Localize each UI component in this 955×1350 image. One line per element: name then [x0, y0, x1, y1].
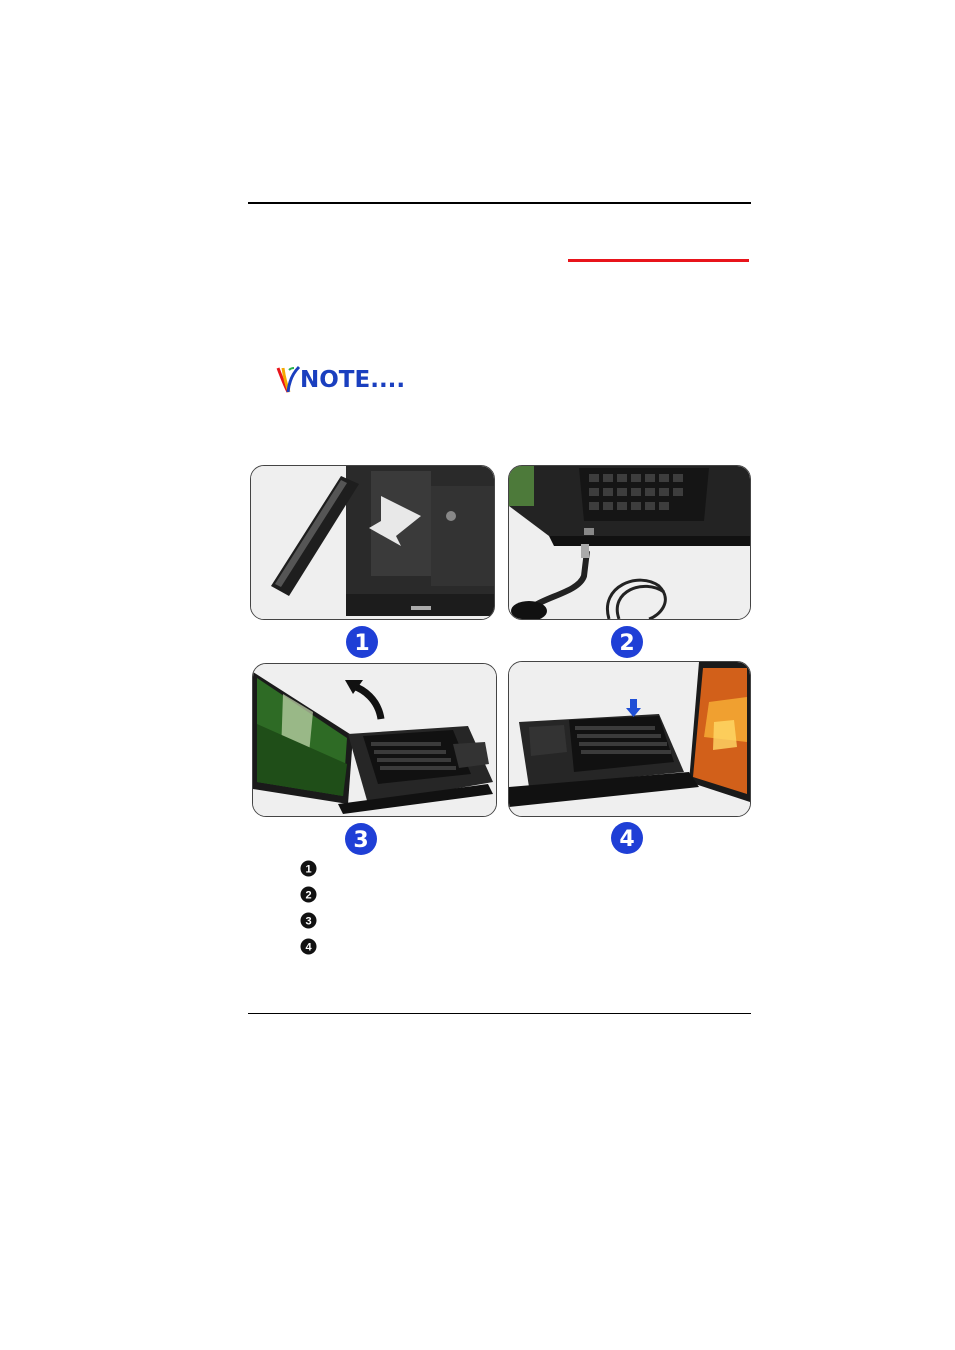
svg-text:2: 2 — [305, 889, 312, 902]
list-marker-4 — [300, 938, 317, 955]
note-logo — [275, 364, 405, 396]
note-swoosh-icon — [275, 364, 301, 396]
footer-rule — [248, 1013, 751, 1014]
step-2-number: 2 — [619, 631, 635, 656]
step-4-badge — [610, 821, 644, 855]
header-rule — [248, 202, 751, 204]
adapter-connect-photo — [508, 465, 751, 620]
svg-text:3: 3 — [305, 915, 312, 928]
svg-text:4: 4 — [305, 941, 312, 954]
note-label: NOTE.... — [300, 367, 406, 393]
step-2-badge — [610, 625, 644, 659]
open-lid-photo — [252, 663, 497, 817]
step-3-badge — [344, 822, 378, 856]
step-1-badge — [345, 625, 379, 659]
svg-text:1: 1 — [305, 863, 312, 876]
list-marker-3 — [300, 912, 317, 929]
step-4-number: 4 — [619, 827, 635, 852]
battery-insert-photo — [250, 465, 495, 620]
power-on-photo — [508, 661, 751, 817]
step-3-number: 3 — [353, 828, 369, 853]
list-marker-2 — [300, 886, 317, 903]
step-1-number: 1 — [354, 631, 370, 656]
section-accent-rule — [568, 259, 749, 262]
list-marker-1 — [300, 860, 317, 877]
